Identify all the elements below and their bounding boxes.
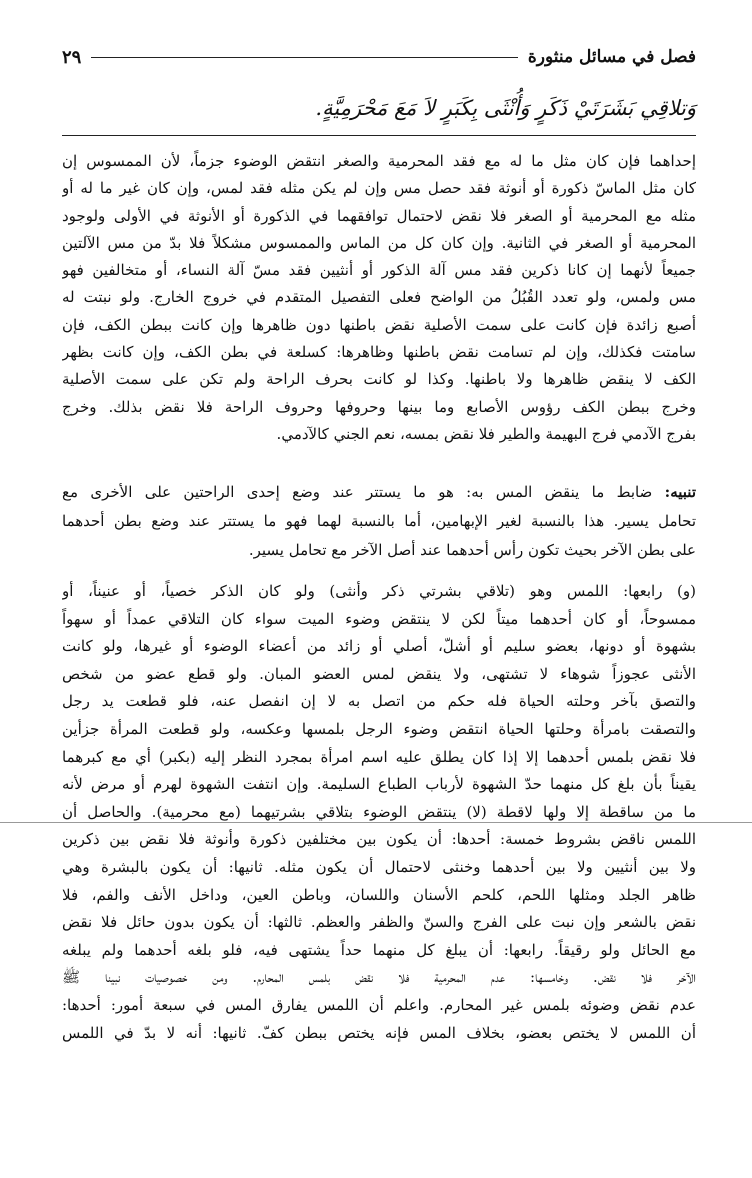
text-line: ممسوحاً، أو كان أحدهما ميتاً لكن لا ينتقض وضوء الميت سواء كان التلاقي عمداً أو سهواً — [62, 609, 696, 628]
matn-text: وَتلاقِي بَشَرَتَيْ ذَكَرٍ وَأُنْثَى بِكَبَرٍ لاَ مَعَ مَحْرَمِيَّةٍ. — [315, 96, 696, 120]
note-line: على بطن الآخر بحيث تكون رأس أحدهما عند أصل الآخر مع تحامل يسير. — [248, 541, 696, 559]
text-line: ما من ساقطة إلا ولها لاقطة (لا) ينتقض الوضوء بتلاقي بشرتيهما (مع محرمية). والحاصل أن — [62, 802, 696, 821]
text-line: عدم نقض وضوئه بلمس غير المحارم. واعلم أن اللمس يفارق المس في سبعة أمور: أحدها: — [62, 995, 696, 1014]
text-line: والتصق بآخر وحلته الحياة فله حكم من اتصل به لا إن انفصل عنه، فلو قطعت يد رجل — [62, 692, 696, 711]
note-line: تحامل يسير. هذا بالنسبة لغير الإبهامين، أما بالنسبة لهما فهو ما يستتر عند وضع بطن أحدهما — [62, 512, 696, 530]
text-line: إحداهما فإن كان مثل ما له مع فقد المحرمية والصغر انتقض الوضوء جزماً، لأن الممسوس إن — [62, 152, 696, 170]
text-line: مع الحائل ولو رقيقاً. رابعها: أن يبلغ كل منهما حداً يشتهى فيه، فلو بلغه أحدهما ولم يبلغه — [62, 940, 696, 959]
scan-bottom-edge — [0, 822, 752, 823]
note-text: ضابط ما ينقض المس به: هو ما يستتر عند وضع إحدى الراحتين على الأخرى مع — [62, 483, 653, 501]
text-line: الأنثى عجوزاً شوهاء لا تشتهى، ولا ينقض لمس العضو المبان. ولو قطع عضو من شخص — [62, 664, 696, 683]
text-line: المحرمية أو الصغر في الثانية. وإن كان كل من الماس والممسوس مشكلاً فلا بدّ من مس الآلتين — [62, 233, 696, 252]
text-line: الآخر فلا نقض. وخامسها: عدم المحرمية فلا نقض بلمس المحارم. ومن خصوصيات نبينا ﷺ — [62, 968, 696, 987]
text-line: كان مثل الماسّ ذكورة أو أنوثة فقد حصل مس وإن لم يكن مثله فقد لمس، وإن كان غير ما له أو — [62, 179, 696, 198]
page-number: ٢٩ — [62, 46, 82, 68]
text-line: جميعاً لأنهما إن كانا ذكرين فقد مس آلة الذكور أو أنثيين فقد مسّ آلة النساء، أو متخالفين فهو — [62, 261, 696, 280]
text-line: ولا بين أنثيين ولا بين أحدهما وخنثى لاحتمال أن يكون مثله. ثانيها: أن يكون بالبشرة وهي — [62, 857, 696, 876]
text-line: والتصقت بامرأة وحلتها الحياة انتقض وضوء الرجل بلمسها وعكسه، ولو قطعت المرأة جزأين — [62, 719, 696, 738]
commentary-paragraph-1 — [62, 148, 696, 448]
text-line: مس ولمس، ولو تعدد القُبُلُ من الواضح فعلى التفصيل المتقدم في خروج الخارج. ولو نبتت له — [62, 288, 696, 307]
text-line: فلا نقض بلمس أحدهما إلا إذا كان يطلق عليه اسم امرأة بمجرد النظر إليه (بكبر) أي مع كبرهما — [62, 747, 696, 766]
text-line: سامتت فكذلك، وإن لم تسامت نقض باطنها وظاهرها: كسلعة في بطن الكف، وإن كانت بظهر — [62, 343, 696, 362]
text-line: نقض بالشعر وإن نبت على الفرج والسنّ والظفر والعظم. ثالثها: أن يكون بدون حائل فلا نقض — [62, 913, 696, 932]
note-paragraph — [62, 478, 696, 565]
text-line: أصبع زائدة فإن كانت على سمت الأصلية نقض باطنها دون ظاهرها وإن كانت ببطن الكف، فإن — [62, 315, 696, 334]
running-header — [62, 40, 696, 74]
text-line: الكف لا ينقض ظاهرها ولا باطنها. وكذا لو كانت بحرف الراحة ولم تكن على سمت الأصلية — [62, 370, 696, 389]
text-line: بفرج الآدمي فرج البهيمة والطير فلا نقض بمسه، نعم الجني كالآدمي. — [276, 424, 696, 443]
note-label: تنبيه: — [664, 483, 696, 501]
text-line: ظاهر الجلد ومثلها اللحم، كلحم الأسنان واللسان، وباطن العين، وداخل الأنف والفم، فلا — [62, 885, 696, 904]
text-line: أن اللمس لا يختص بعضو، بخلاف المس فإنه يختص ببطن كفّ. ثانيها: أنه لا بدّ في اللمس — [62, 1023, 696, 1042]
commentary-paragraph-3 — [62, 578, 696, 1047]
text-line: (و) رابعها: اللمس وهو (تلاقي بشرتي ذكر وأنثى) ولو كان الذكر خصياً، أو عنيناً، أو — [62, 582, 696, 600]
text-line: اللمس ناقض بشروط خمسة: أحدها: أن يكون بين مختلفين ذكورة وأنوثة فلا نقض بين ذكرين — [62, 830, 696, 849]
text-line: بشهوة أو دونها، بعضو سليم أو أشلّ، أصلي أو زائد من أعضاء الوضوء أو غيرها، ولو كانت — [62, 637, 696, 656]
matn-divider — [62, 135, 696, 136]
chapter-title: فصل في مسائل منثورة — [527, 47, 696, 67]
text-line: مثله مع المحرمية أو الصغر فلا نقض لاحتمال توافقهما في الذكورة أو الأنوثة في الأولى ولوجود — [62, 206, 696, 225]
text-line: وخرج ببطن الكف رؤوس الأصابع وما بينها وحروفها وحروف الراحة فلا نقض بذلك. وخرج — [62, 397, 696, 416]
note-line — [62, 478, 696, 507]
text-line: يقيناً بأن بلغ كل منهما حدّ الشهوة لأرباب الطباع السليمة. وإن انتفت الشهوة لهرم أو مرض لأنه — [62, 775, 696, 794]
header-rule — [91, 57, 518, 58]
